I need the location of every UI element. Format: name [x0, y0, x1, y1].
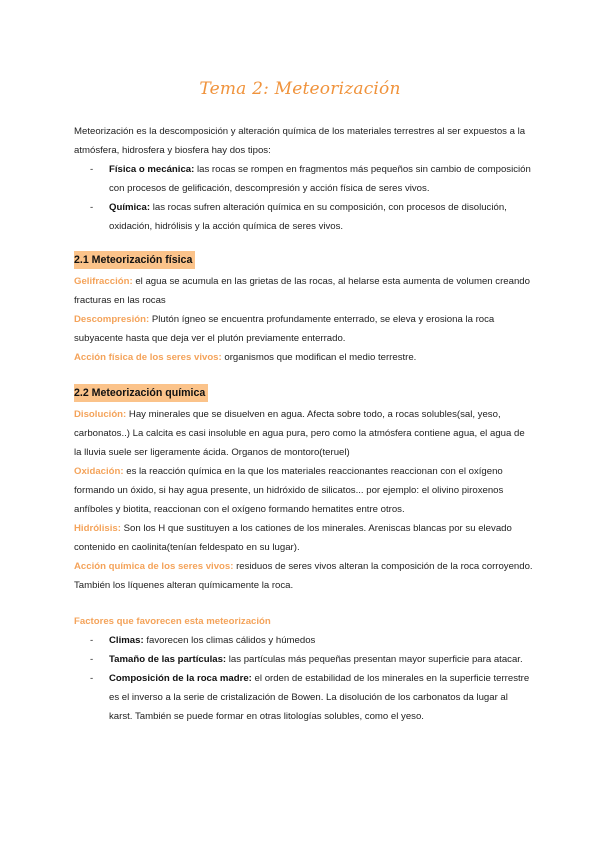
list-dash: - — [90, 164, 94, 175]
term: Gelifracción: — [74, 276, 133, 287]
factors-section — [74, 612, 534, 726]
paragraph — [74, 310, 534, 348]
list-dash: - — [90, 673, 94, 684]
definition: Hay minerales que se disuelven en agua. Afecta sobre todo, a rocas solubles(sal, yeso, carbonatos..) La calcita es casi insoluble en agua pura, pero como la atmósfera contiene agua, el agua de la lluvia suele ser ligeramente ácida. Organos de montoro(teruel) — [74, 409, 525, 458]
term: Acción física de los seres vivos: — [74, 352, 222, 363]
paragraph — [74, 348, 534, 367]
factors-list — [74, 631, 534, 726]
definition: el orden de estabilidad de los minerales en la superficie terrestre es el inverso a la serie de cristalización de Bowen. La disolución de los carbonatos da lugar al karst. También se puede formar en otras litologías solubles, como el yeso. — [109, 673, 530, 722]
term: Descompresión: — [74, 314, 150, 325]
section-heading-chemical: 2.2 Meteorización química — [74, 384, 208, 402]
section-heading — [74, 384, 534, 403]
term: Disolución: — [74, 409, 127, 420]
definition: es la reacción química en la que los materiales reaccionantes reaccionan con el oxígeno formando un óxido, si hay agua presente, un hidróxido de silicatos... por ejemplo: el olivino piroxenos anfíboles y biotita, reaccionan con el oxígeno formando hematites entre otros. — [74, 466, 504, 515]
term: Acción química de los seres vivos: — [74, 561, 234, 572]
definition: las rocas se rompen en fragmentos más pequeños sin cambio de composición con procesos de gelificación, descompresión y acción física de seres vivos. — [109, 164, 531, 194]
list-item — [74, 669, 534, 726]
list-item — [74, 160, 534, 198]
section-heading-physical: 2.1 Meteorización física — [74, 251, 195, 269]
definition: el agua se acumula en las grietas de las rocas, al helarse esta aumenta de volumen creando fracturas en las rocas — [74, 276, 530, 306]
term: Física o mecánica: — [109, 164, 195, 175]
term: Hidrólisis: — [74, 523, 121, 534]
paragraph — [74, 557, 534, 595]
definition: organismos que modifican el medio terrestre. — [221, 352, 417, 363]
list-item — [74, 631, 534, 650]
list-item — [74, 650, 534, 669]
physical-section — [74, 272, 534, 367]
term: Oxidación: — [74, 466, 124, 477]
term: Tamaño de las partículas: — [109, 654, 227, 665]
term: Climas: — [109, 635, 144, 646]
intro-section — [74, 122, 534, 236]
definition: residuos de seres vivos alteran la composición de la roca corroyendo. También los líquenes alteran químicamente la roca. — [74, 561, 533, 591]
definition: las partículas más pequeñas presentan mayor superficie para atacar. — [226, 654, 523, 665]
definition: Son los H que sustituyen a los cationes de los minerales. Areniscas blancas por su elevado contenido en caolinita(tenían feldespato en su lugar). — [74, 523, 512, 553]
paragraph — [74, 272, 534, 310]
factors-heading: Factores que favorecen esta meteorización — [74, 616, 271, 627]
definition: Plutón ígneo se encuentra profundamente enterrado, se eleva y erosiona la roca subyacente hasta que deja ver el plutón previamente enterrado. — [74, 314, 495, 344]
chemical-section — [74, 405, 534, 595]
list-dash: - — [90, 635, 94, 646]
intro-paragraph: Meteorización es la descomposición y alteración química de los materiales terrestres al ser expuestos a la atmósfera, hidrosfera y biosfera hay dos tipos: — [74, 126, 526, 156]
definition: favorecen los climas cálidos y húmedos — [143, 635, 316, 646]
meteorization-types-list — [74, 160, 534, 236]
term: Química: — [109, 202, 151, 213]
paragraph — [74, 462, 534, 519]
term: Composición de la roca madre: — [109, 673, 252, 684]
paragraph — [74, 405, 534, 462]
list-dash: - — [90, 654, 94, 665]
section-heading — [74, 251, 534, 270]
page-title: Tema 2: Meteorización — [199, 79, 401, 99]
definition: las rocas sufren alteración química en su composición, con procesos de disolución, oxidación, hidrólisis y la acción química de seres vivos. — [109, 202, 507, 232]
list-item — [74, 198, 534, 236]
paragraph — [74, 519, 534, 557]
list-dash: - — [90, 202, 94, 213]
